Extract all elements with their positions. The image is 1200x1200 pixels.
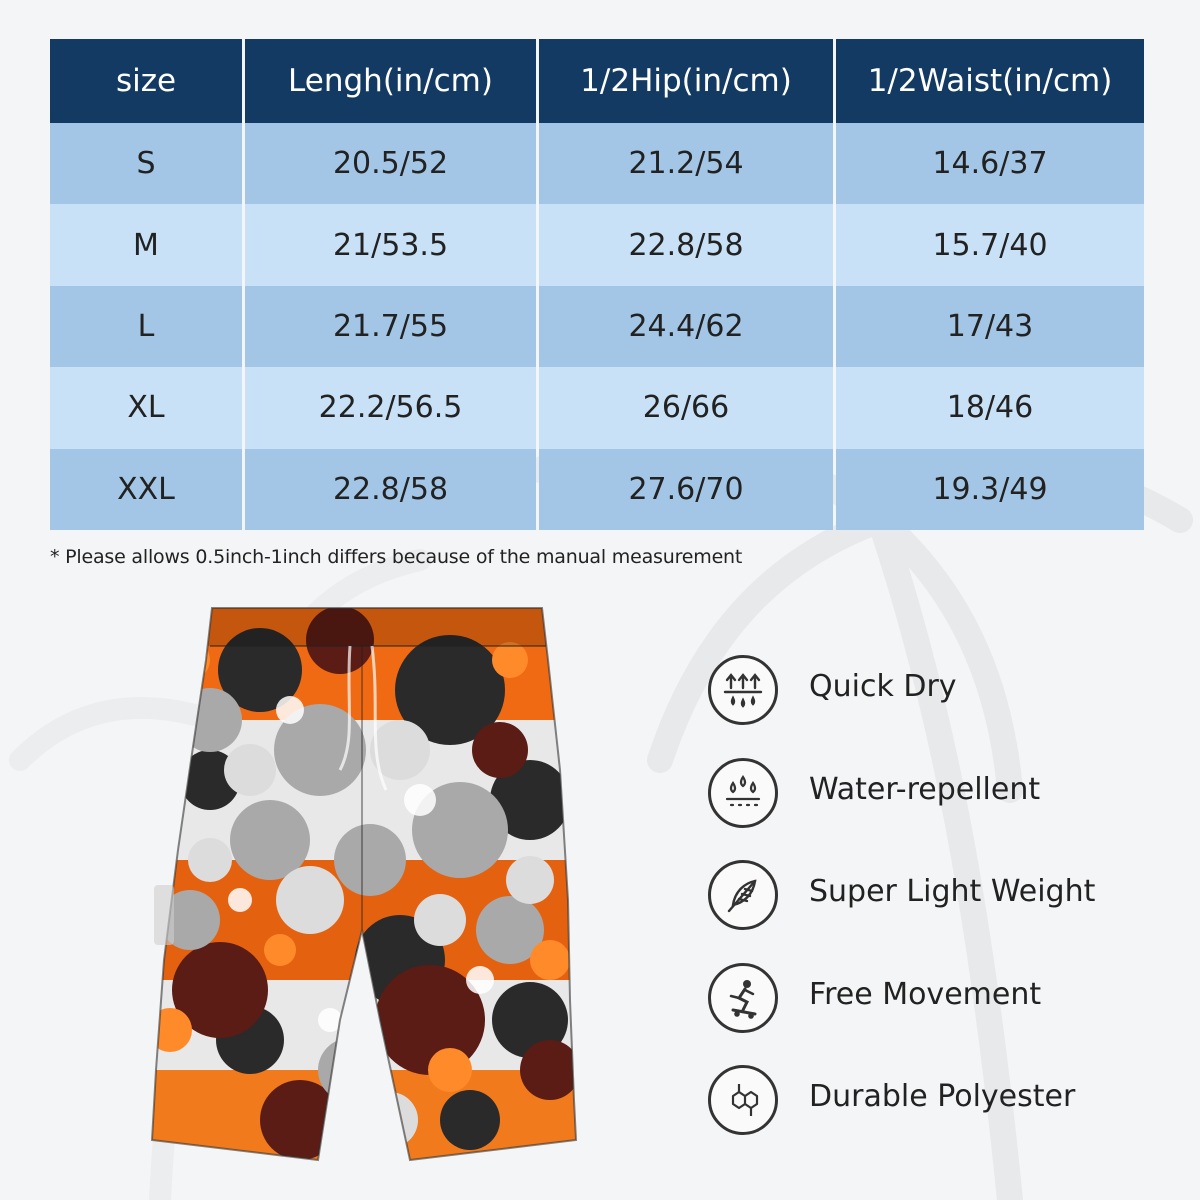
feature-label: Super Light Weight	[809, 874, 1096, 909]
feature-free-movement	[708, 963, 1178, 1066]
cell-size: XXL	[50, 449, 242, 530]
cell-hip: 22.8/58	[539, 204, 833, 285]
cell-length: 21.7/55	[245, 286, 536, 367]
table-header-row	[50, 39, 1144, 123]
header-half-hip: 1/2Hip(in/cm)	[539, 39, 833, 123]
feature-label: Water-repellent	[809, 771, 1041, 807]
cell-hip: 24.4/62	[539, 286, 833, 367]
feature-label: Free Movement	[809, 976, 1042, 1012]
cell-waist: 15.7/40	[836, 204, 1144, 285]
cell-size: S	[50, 123, 242, 204]
skater-icon	[708, 963, 778, 1033]
feature-quick-dry	[708, 655, 1178, 758]
feature-water-repellent	[708, 758, 1178, 861]
feature-light-weight	[708, 860, 1178, 963]
table-row	[50, 367, 1144, 448]
feature-label: Durable Polyester	[809, 1079, 1076, 1114]
cell-length: 22.8/58	[245, 449, 536, 530]
cell-hip: 27.6/70	[539, 449, 833, 530]
water-drops-icon	[708, 758, 778, 828]
table-row	[50, 449, 1144, 530]
feature-list	[708, 655, 1178, 1168]
measurement-note: * Please allows 0.5inch-1inch differs because of the manual measurement	[50, 546, 743, 568]
cell-waist: 19.3/49	[836, 449, 1144, 530]
header-length: Lengh(in/cm)	[245, 39, 536, 123]
cell-waist: 14.6/37	[836, 123, 1144, 204]
size-chart-table	[47, 39, 1147, 530]
cell-length: 22.2/56.5	[245, 367, 536, 448]
molecule-icon	[708, 1065, 778, 1135]
feather-icon	[708, 860, 778, 930]
cell-length: 20.5/52	[245, 123, 536, 204]
table-row	[50, 286, 1144, 367]
board-shorts-image	[150, 600, 580, 1170]
cell-waist: 17/43	[836, 286, 1144, 367]
quick-dry-icon	[708, 655, 778, 725]
cell-size: L	[50, 286, 242, 367]
cell-waist: 18/46	[836, 367, 1144, 448]
header-half-waist: 1/2Waist(in/cm)	[836, 39, 1144, 123]
cell-size: XL	[50, 367, 242, 448]
cell-hip: 26/66	[539, 367, 833, 448]
table-row	[50, 204, 1144, 285]
cell-size: M	[50, 204, 242, 285]
feature-label: Quick Dry	[809, 669, 957, 704]
cell-length: 21/53.5	[245, 204, 536, 285]
table-row	[50, 123, 1144, 204]
feature-durable-polyester	[708, 1065, 1178, 1168]
header-size: size	[50, 39, 242, 123]
cell-hip: 21.2/54	[539, 123, 833, 204]
